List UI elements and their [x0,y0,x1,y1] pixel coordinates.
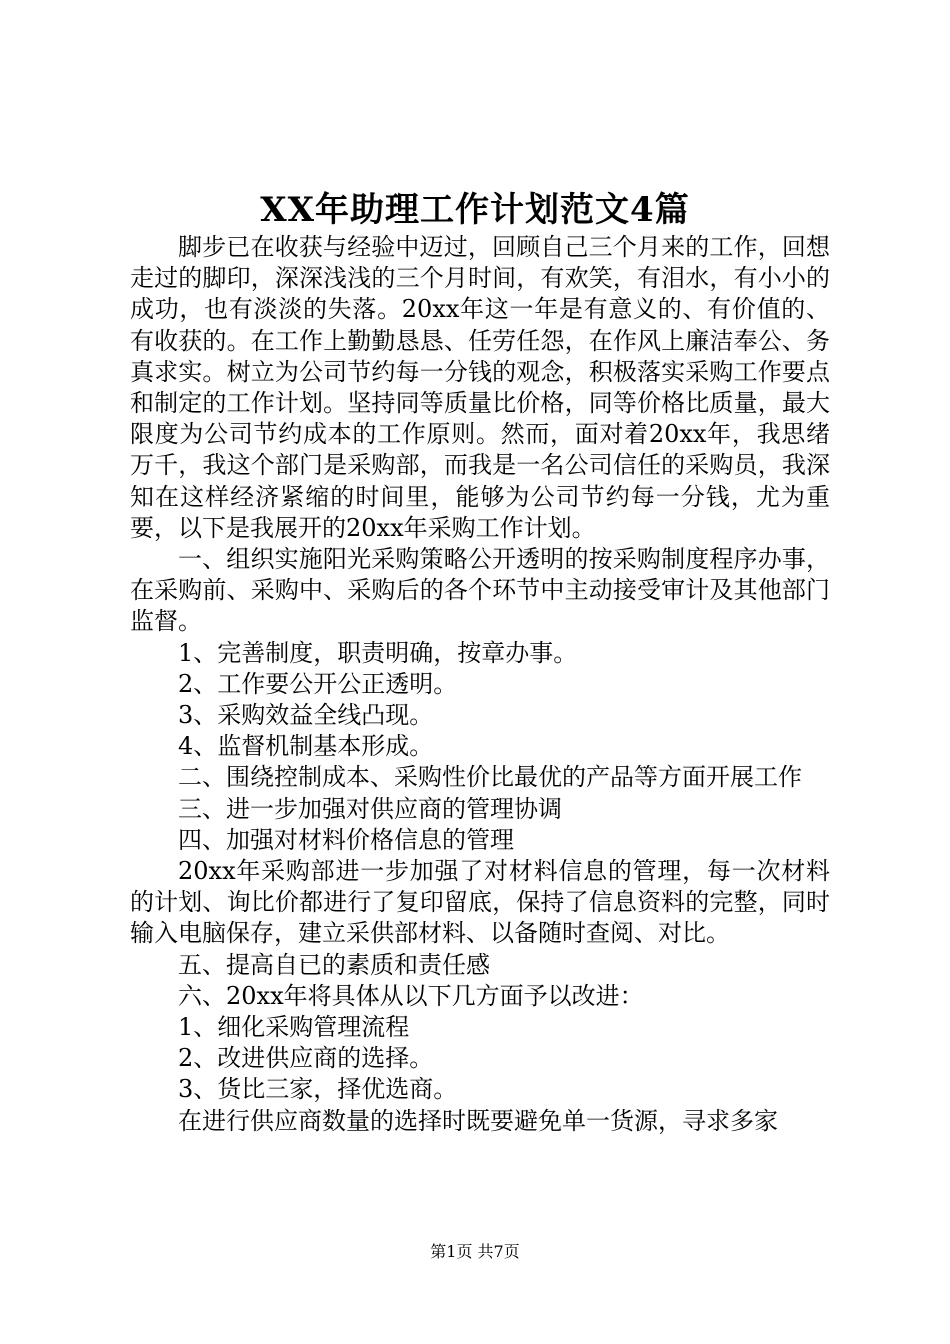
paragraph-section-4: 四、加强对材料价格信息的管理 [178,825,514,854]
paragraph-intro: 脚步已在收获与经验中迈过，回顾自己三个月来的工作，回想走过的脚印，深深浅浅的三个月时间，有欢笑，有泪水，有小小的成功，也有淡淡的失落。20xx年这一年是有意义的、有价值的、有收获的。在工作上勤勤恳恳、任劳任怨，在作风上廉洁奉公、务真求实。树立为公司节约每一分钱的观念，积极落实采购工作要点和制定的工作计划。坚持同等质量比价格，同等价格比质量，最大限度为公司节约成本的工作原则。然而，面对着20xx年，我思绪万千，我这个部门是采购部，而我是一名公司信任的采购员，我深知在这样经济紧缩的时间里，能够为公司节约每一分钱，尤为重要，以下是我展开的20xx年采购工作计划。 [130,233,830,542]
list-item: 2、改进供应商的选择。 [178,1044,434,1073]
paragraph-section-2: 二、围绕控制成本、采购性价比最优的产品等方面开展工作 [178,763,802,792]
list-item: 1、完善制度，职责明确，按章办事。 [178,638,578,667]
list-item: 3、货比三家，择优选商。 [178,1075,458,1104]
document-title: XX年助理工作计划范文4篇 [260,190,690,230]
paragraph-section-1: 一、组织实施阳光采购策略公开透明的按采购制度程序办事，在采购前、采购中、采购后的各个环节中主动接受审计及其他部门监督。 [130,545,830,636]
paragraph-section-3: 三、进一步加强对供应商的管理协调 [178,794,562,823]
paragraph-supplier-selection: 在进行供应商数量的选择时既要避免单一货源，寻求多家 [178,1106,778,1135]
paragraph-section-6: 六、20xx年将具体从以下几方面予以改进： [178,981,644,1010]
list-item: 3、采购效益全线凸现。 [178,701,434,730]
page-footer: 第1页 共7页 [430,1242,520,1261]
document-body [130,232,830,1137]
list-item: 4、监督机制基本形成。 [178,732,434,761]
paragraph-section-5: 五、提高自已的素质和责任感 [178,950,490,979]
list-item: 1、细化采购管理流程 [178,1013,410,1042]
paragraph-material-info: 20xx年采购部进一步加强了对材料信息的管理，每一次材料的计划、询比价都进行了复印留底，保持了信息资料的完整，同时输入电脑保存，建立采供部材料、以备随时查阅、对比。 [130,857,830,948]
list-item: 2、工作要公开公正透明。 [178,669,458,698]
